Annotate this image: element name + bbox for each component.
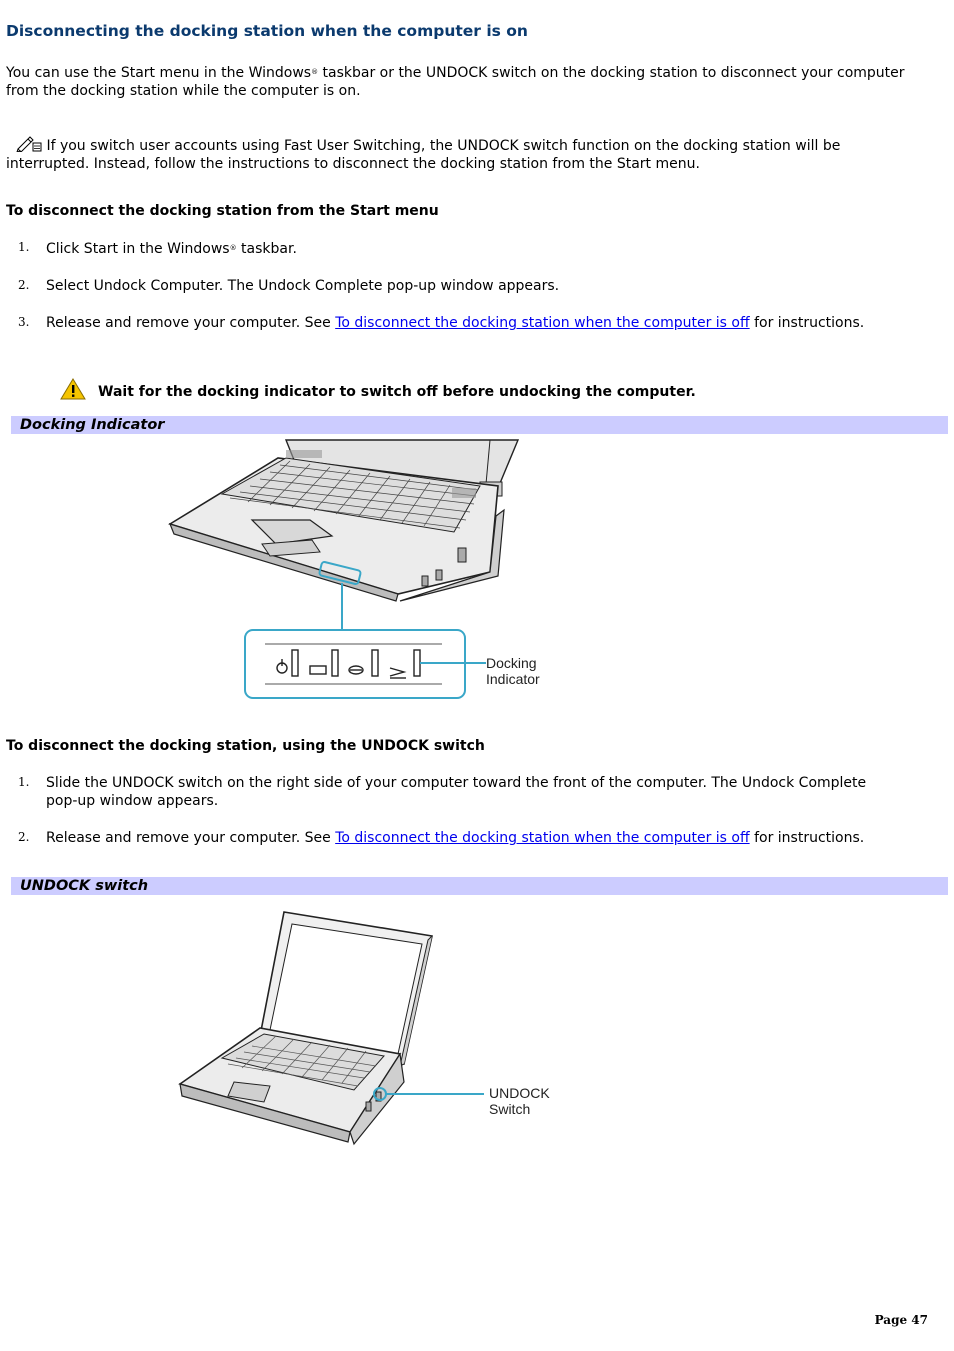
figure-caption-text: Docking Indicator	[20, 417, 165, 433]
note-paragraph	[6, 134, 921, 173]
section-heading-undock-switch: To disconnect the docking station, using the UNDOCK switch	[6, 738, 485, 754]
warning-icon	[60, 378, 86, 400]
page-number: Page 47	[874, 1313, 928, 1327]
step-text-part: Release and remove your computer. See	[46, 315, 336, 331]
figure-caption-undock-switch	[11, 877, 948, 895]
intro-text-2: taskbar or the UNDOCK switch on the docking station to disconnect your computer from the docking station while the computer is on.	[6, 65, 905, 99]
intro-text-1: You can use the Start menu in the Windows	[6, 65, 312, 81]
step-text-part: for instructions.	[749, 315, 865, 331]
docking-indicator-label-1: Docking	[486, 655, 537, 671]
step-number: 2.	[18, 278, 30, 292]
note-text: If you switch user accounts using Fast User Switching, the UNDOCK switch function on the docking station will be interrupted. Instead, follow the instructions to disconnect the docking station from the Start menu.	[6, 138, 841, 172]
step-1-text	[46, 239, 926, 258]
step-2-text: Select Undock Computer. The Undock Complete pop-up window appears.	[46, 278, 560, 294]
figure-caption-text: UNDOCK switch	[20, 878, 149, 894]
step-number: 2.	[18, 830, 30, 844]
warning-text: Wait for the docking indicator to switch off before undocking the computer.	[98, 384, 696, 400]
step-number: 3.	[18, 315, 30, 329]
docking-indicator-figure	[160, 436, 580, 706]
docking-indicator-label-2: Indicator	[486, 671, 540, 687]
registered-mark: ®	[311, 68, 319, 76]
step-1-undock-text: Slide the UNDOCK switch on the right side of your computer toward the front of the computer. The Undock Complete pop-up window appears.	[46, 775, 867, 809]
undock-switch-label-1: UNDOCK	[489, 1085, 550, 1101]
link-docking-off[interactable]: To disconnect the docking station when the computer is off	[335, 315, 750, 331]
undock-switch-label-2: Switch	[489, 1101, 531, 1117]
pencil-note-icon	[14, 134, 42, 152]
intro-paragraph	[6, 64, 921, 100]
step-text-part: taskbar.	[236, 241, 297, 257]
step-number: 1.	[18, 240, 30, 254]
step-text-part: Release and remove your computer. See	[46, 830, 336, 846]
step-text-part: Click Start in the Windows	[46, 241, 230, 257]
step-3-text	[46, 314, 926, 332]
undock-switch-figure	[170, 906, 570, 1151]
link-docking-off[interactable]: To disconnect the docking station when the computer is off	[335, 830, 750, 846]
step-number: 1.	[18, 775, 30, 789]
page-title: Disconnecting the docking station when the computer is on	[6, 22, 528, 40]
figure-caption-docking-indicator	[11, 416, 948, 434]
section-heading-start-menu: To disconnect the docking station from the Start menu	[6, 203, 439, 219]
registered-mark: ®	[229, 244, 237, 252]
step-2-undock-text	[46, 829, 926, 847]
step-text-part: for instructions.	[749, 830, 865, 846]
